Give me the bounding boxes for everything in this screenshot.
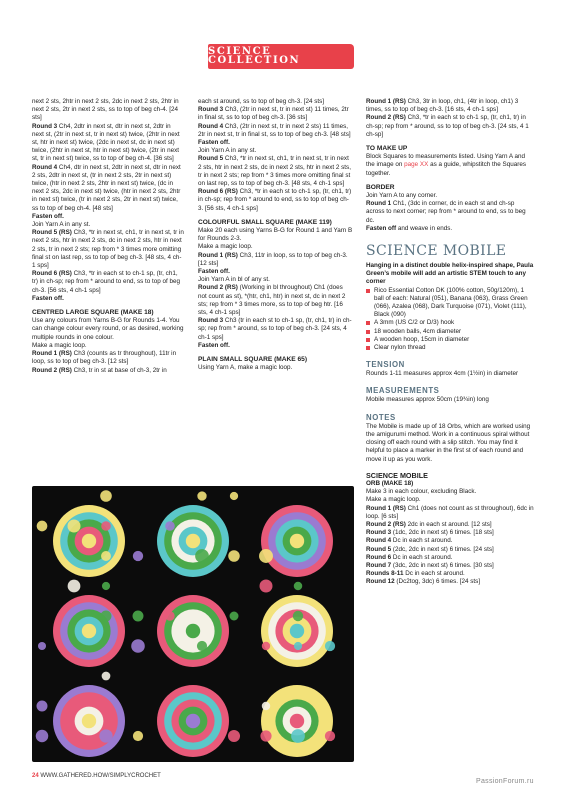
- large-square-motif: [157, 595, 229, 667]
- materials-list: [366, 287, 534, 353]
- paragraph: Mobile measures approx 50cm (19¾in) long: [366, 396, 489, 404]
- small-square-motif: [325, 731, 335, 741]
- paragraph: Use any colours from Yarns B-G for Rounds 1-4. You can change colour every round, or as desired, working multiple rounds in one colour.: [32, 317, 184, 341]
- small-square-motif: [100, 490, 112, 502]
- column-3: [366, 98, 534, 587]
- paragraph: Round 5 Ch3, *tr in next st, ch1, tr in next st, tr in next 2 sts, htr in next 2 sts, dc in next 2 sts, htr in next 2 sts, tr in next 2 sts; rep from * 3 times more omitting final st on last rep, ss to top of beg ch-3. [48 sts, 4 ch-1 sps]: [198, 155, 351, 188]
- section-banner: [208, 44, 354, 69]
- paragraph: Round 1 Ch1, (3dc in corner, dc in each st and ch-sp across to next corner; rep from * around to end, ss to beg dc.: [366, 200, 526, 224]
- fasten-off: Fasten off.: [198, 341, 230, 349]
- paragraph: Round 4 Ch4, dtr in next st, 2dtr in next st, dtr in next 2 sts, 2dtr in next st, (tr in next 2 sts, 2tr in next st) twice, (htr in next 2 sts, 2htr in next st) twice, (dc in next 2 sts, 2dc in next st) twice, (htr in next 2 sts, 2htr in next st) twice, (tr in next 2 sts, 2tr in next st) twice, ss to top of beg ch-4. [48 sts]: [32, 163, 181, 212]
- paragraph: next 2 sts, 2htr in next 2 sts, 2dc in next 2 sts, 2htr in next 2 sts, 2tr in next 2 sts, ss to top of beg ch-4. [24 sts]: [32, 98, 179, 122]
- list-item: Rico Essential Cotton DK (100% cotton, 50g/120m), 1 ball of each: Natural (051), Banana (063), Grass Green (066), Azalea (068), Dark Turquoise (071), Violet (111), Black (090): [366, 287, 534, 320]
- watermark: PassionForum.ru: [476, 778, 534, 785]
- small-square-motif: [260, 730, 271, 741]
- page-number: 24: [32, 773, 39, 779]
- small-square-motif: [133, 731, 143, 741]
- small-square-motif: [293, 611, 303, 621]
- small-square-motif: [67, 519, 80, 532]
- fasten-off: Fasten off.: [198, 268, 230, 276]
- section-heading: PLAIN SMALL SQUARE (MAKE 65): [198, 356, 308, 364]
- small-square-motif: [262, 702, 270, 710]
- paragraph: Rounds 1-11 measures approx 4cm (1½in) in diameter: [366, 370, 519, 378]
- paragraph: Using Yarn A, make a magic loop.: [198, 364, 293, 372]
- fasten-off: Fasten off.: [198, 139, 230, 147]
- paragraph: Make 3 in each colour, excluding Black.: [366, 488, 477, 496]
- large-square-motif: [157, 505, 229, 577]
- paragraph: Round 2 (RS) (Working in bl throughout) Ch1 (does not count as st), *(htr, ch1, htr) in next st, dc in next 2 sts; rep from * 3 times more, ss to top of beg htr. [16 sts, 4 ch-1 sps]: [198, 284, 346, 317]
- paragraph: Round 3 (1dc, 2dc in next st) 6 times. [18 sts]: [366, 529, 494, 537]
- small-square-motif: [262, 642, 270, 650]
- large-square-motif: [157, 685, 229, 757]
- paragraph: Round 7 (3dc, 2dc in next st) 6 times. [30 sts]: [366, 561, 494, 569]
- fasten-off: Fasten off.: [32, 294, 64, 302]
- list-item: Clear nylon thread: [366, 344, 534, 352]
- paragraph: Round 1 (RS) Ch3, 11tr in loop, ss to top of beg ch-3. [12 sts]: [198, 251, 348, 267]
- paragraph: Round 1 (RS) Ch1 (does not count as st throughout), 6dc in loop. [6 sts]: [366, 504, 534, 520]
- paragraph: Round 2 (RS) 2dc in each st around. [12 sts]: [366, 520, 492, 528]
- small-square-motif: [230, 612, 239, 621]
- section-heading: BORDER: [366, 183, 395, 191]
- paragraph: Make a magic loop.: [32, 341, 87, 349]
- small-square-motif: [165, 521, 175, 531]
- small-square-motif: [101, 551, 111, 561]
- paragraph: Make 20 each using Yarns B-G for Round 1 and Yarn B for Rounds 2-3.: [198, 227, 353, 243]
- page-link[interactable]: page XX: [404, 161, 429, 169]
- paragraph: Round 3 Ch3 (tr in each st to ch-1 sp, (tr, ch1, tr) in ch-sp; rep from * around, ss to top of beg ch-3. [24 sts, 4 ch-1 sps]: [198, 317, 352, 341]
- small-square-motif: [101, 611, 112, 622]
- paragraph: each st around, ss to top of beg ch-3. [24 sts]: [198, 98, 325, 105]
- paragraph: Block Squares to measurements listed. Using Yarn A and the image on page XX as a guide, whipstitch the Squares together.: [366, 153, 527, 177]
- paragraph: Round 12 (Dc2tog, 3dc) 6 times. [24 sts]: [366, 578, 481, 586]
- paragraph: Round 6 (RS) Ch3, *tr in each st to ch-1 sp, (tr, ch1, tr) in ch-sp; rep from * around to end, ss to top of beg ch-3. [56 sts, 4 ch-1 sps]: [32, 270, 181, 294]
- small-square-motif: [133, 551, 143, 561]
- small-square-motif: [294, 642, 302, 650]
- column-2: [198, 98, 353, 373]
- page-footer: [32, 772, 161, 780]
- paragraph: Round 2 (RS) Ch3, tr in st at base of ch-3, 2tr in: [32, 366, 167, 374]
- small-square-motif: [133, 611, 144, 622]
- paragraph: Round 1 (RS) Ch3 (counts as tr throughout), 11tr in loop, ss to top of beg ch-3. [12 sts]: [32, 350, 177, 366]
- small-square-motif: [291, 729, 305, 743]
- small-square-motif: [102, 672, 111, 681]
- article-title: SCIENCE MOBILE: [366, 243, 507, 260]
- small-square-motif: [228, 730, 240, 742]
- section-heading: CENTRED LARGE SQUARE (MAKE 18): [32, 309, 154, 317]
- subheading: ORB (MAKE 18): [366, 479, 414, 487]
- large-square-motif: [53, 685, 125, 757]
- list-item: A wooden hoop, 15cm in diameter: [366, 336, 534, 344]
- section-heading: TO MAKE UP: [366, 145, 408, 153]
- small-square-motif: [68, 580, 81, 593]
- small-square-motif: [197, 641, 207, 651]
- small-square-motif: [101, 521, 111, 531]
- small-square-motif: [294, 582, 302, 590]
- small-square-motif: [102, 582, 110, 590]
- paragraph: Make a magic loop.: [366, 496, 421, 504]
- list-item: 18 wooden balls, 4cm diameter: [366, 328, 534, 336]
- paragraph: Join Yarn A to any corner.: [366, 192, 438, 200]
- paragraph: Rounds 8-11 Dc in each st around.: [366, 570, 465, 578]
- paragraph: Join Yarn A in any st.: [198, 147, 257, 155]
- large-square-motif: [53, 505, 125, 577]
- paragraph: Round 5 (RS) Ch3, *tr in next st, ch1, tr in next st, tr in next 2 sts, htr in next 2 sts, dc in next 2 sts, htr in next 2 sts, tr in next 2 sts; rep from * 3 times more omitting final st on last rep, ss to top of beg ch-3. [48 sts, 4 ch-1 sps]: [32, 229, 184, 270]
- small-square-motif: [131, 639, 145, 653]
- paragraph: Round 4 Dc in each st around.: [366, 537, 453, 545]
- banner-text: SCIENCE COLLECTION: [208, 46, 301, 66]
- small-square-motif: [228, 550, 240, 562]
- paragraph: Round 4 Ch3, (2tr in next st, tr in next 2 sts) 11 times, 2tr in next st, tr in final st, ss to top of beg ch-3. [48 sts]: [198, 122, 351, 138]
- section-heading: MEASUREMENTS: [366, 386, 440, 396]
- paragraph: Round 2 (RS) Ch3, *tr in each st to ch-1 sp, (tr, ch1, tr) in ch-sp; rep from * around, ss to top of beg ch-3. [24 sts, 4 1 ch-sp]: [366, 114, 529, 138]
- section-heading: NOTES: [366, 412, 396, 422]
- paragraph: Fasten off and weave in ends.: [366, 224, 453, 232]
- list-item: A 3mm (US C/2 or D/3) hook: [366, 319, 534, 327]
- small-square-motif: [325, 641, 335, 651]
- paragraph: Make a magic loop.: [198, 243, 253, 251]
- footer-url: WWW.GATHERED.HOW/SIMPLYCROCHET: [38, 773, 161, 779]
- large-square-motif: [261, 505, 333, 577]
- column-1: [32, 98, 184, 375]
- fasten-off: Fasten off.: [32, 212, 64, 220]
- small-square-motif: [230, 492, 238, 500]
- paragraph: Join Yarn A in bl of any st.: [198, 276, 270, 284]
- small-square-motif: [165, 611, 174, 620]
- paragraph: Join Yarn A in any st.: [32, 221, 91, 229]
- small-square-motif: [38, 642, 46, 650]
- large-square-motif: [53, 595, 125, 667]
- blanket-photo: [32, 486, 354, 762]
- paragraph: Round 3 Ch4, 2dtr in next st, dtr in next st, 2dtr in next st, (2tr in next st, tr in next st) twice, (2htr in next st, htr in next st) twice, (2dc in next st, dc in next st) twice, (2htr in next st, htr in next st) twice, (2tr in next st, tr in next st) twice, ss to top of beg ch-4. [36 sts]: [32, 122, 180, 163]
- paragraph: Round 6 (RS) Ch3, *tr in each st to ch-1 sp, (tr, ch1, tr) in ch-sp; rep from * around to end, ss to top of beg ch-3. [56 sts, 4 ch-1 sps]: [198, 188, 352, 212]
- large-square-motif: [261, 685, 333, 757]
- blanket-illustration: [32, 486, 354, 762]
- large-square-motif: [261, 595, 333, 667]
- paragraph: Round 5 (2dc, 2dc in next st) 6 times. [24 sts]: [366, 545, 494, 553]
- small-square-motif: [259, 549, 273, 563]
- small-square-motif: [37, 701, 48, 712]
- intro: Hanging in a distinct double helix-inspired shape, Paula Green’s mobile will add an artistic STEM touch to any corner: [366, 262, 534, 286]
- small-square-motif: [37, 521, 48, 532]
- paragraph: Round 1 (RS) Ch3, 3tr in loop, ch1, (4tr in loop, ch1) 3 times, ss to top of beg ch-3. [16 sts, 4 ch-1 sps]: [366, 98, 519, 114]
- small-square-motif: [99, 729, 112, 742]
- small-square-motif: [36, 730, 49, 743]
- paragraph: The Mobile is made up of 18 Orbs, which are worked using the amigurumi method. Work in a continuous spiral without closing off each round with a slip stitch. You may find it helpful to place a marker in the first st of each round and move it up as you work.: [366, 422, 531, 463]
- paragraph: Round 6 Dc in each st around.: [366, 553, 453, 561]
- paragraph: Round 3 Ch3, (2tr in next st, tr in next st) 11 times, 2tr in final st, ss to top of beg ch-3. [36 sts]: [198, 106, 349, 122]
- section-heading: TENSION: [366, 360, 405, 370]
- small-square-motif: [260, 580, 273, 593]
- small-square-motif: [195, 549, 209, 563]
- section-heading: COLOURFUL SMALL SQUARE (MAKE 119): [198, 218, 332, 226]
- small-square-motif: [197, 491, 206, 500]
- section-heading: SCIENCE MOBILE: [366, 470, 428, 480]
